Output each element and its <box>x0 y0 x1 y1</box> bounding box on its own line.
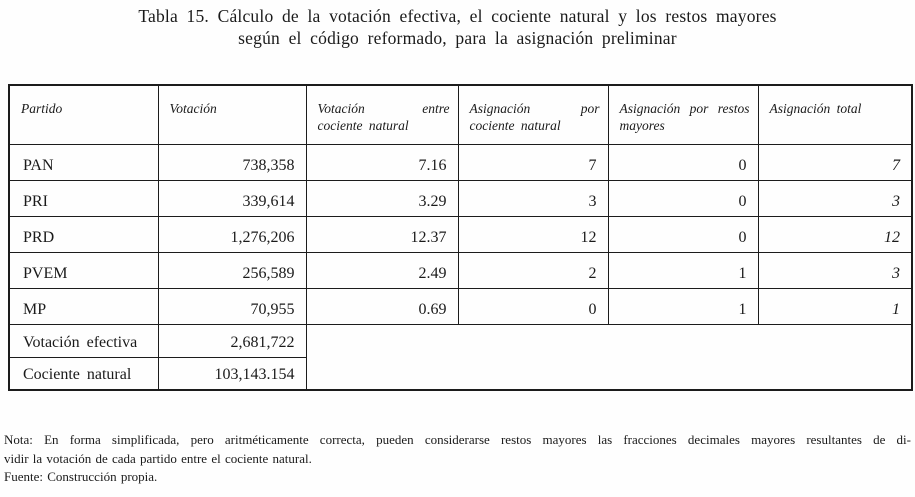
col-header-votacion: Votación <box>158 85 306 144</box>
cell-votacion-entre-cociente: 3.29 <box>306 180 458 216</box>
cell-asignacion-total: 3 <box>758 180 912 216</box>
row-pri <box>9 180 912 216</box>
cell-votacion-entre-cociente: 2.49 <box>306 252 458 288</box>
table-title <box>0 6 915 49</box>
cell-votacion-entre-cociente: 12.37 <box>306 216 458 252</box>
cell-asignacion-cociente: 3 <box>458 180 608 216</box>
summary-value: 103,143.154 <box>158 357 306 390</box>
cell-asignacion-restos: 0 <box>608 216 758 252</box>
col-header-asignacion-cociente: Asignación por cociente natural <box>458 85 608 144</box>
cell-asignacion-total: 7 <box>758 144 912 180</box>
col-header-partido: Partido <box>9 85 158 144</box>
cell-votacion: 1,276,206 <box>158 216 306 252</box>
cell-partido: PVEM <box>9 252 158 288</box>
note-line1: Nota: En forma simplificada, pero aritméticamente correcta, pueden considerarse restos mayores las fracciones decimales mayores resultantes de di- <box>4 432 911 447</box>
col-header-asignacion-total: Asignación total <box>758 85 912 144</box>
cell-votacion: 339,614 <box>158 180 306 216</box>
cell-votacion-entre-cociente: 7.16 <box>306 144 458 180</box>
table-notes <box>4 431 911 487</box>
cell-asignacion-cociente: 12 <box>458 216 608 252</box>
cell-votacion: 70,955 <box>158 288 306 324</box>
cell-partido: MP <box>9 288 158 324</box>
table-title-line2: según el código reformado, para la asignación preliminar <box>238 27 677 48</box>
cell-asignacion-restos: 0 <box>608 180 758 216</box>
cell-asignacion-restos: 0 <box>608 144 758 180</box>
row-votacion-efectiva <box>9 324 912 357</box>
cell-partido: PRI <box>9 180 158 216</box>
cell-asignacion-cociente: 7 <box>458 144 608 180</box>
table-title-line1: Tabla 15. Cálculo de la votación efectiva, el cociente natural y los restos mayores <box>138 6 777 26</box>
cell-partido: PRD <box>9 216 158 252</box>
summary-label: Votación efectiva <box>9 324 158 357</box>
row-prd <box>9 216 912 252</box>
cell-asignacion-cociente: 0 <box>458 288 608 324</box>
row-pvem <box>9 252 912 288</box>
cell-asignacion-restos: 1 <box>608 288 758 324</box>
source-note: Fuente: Construcción propia. <box>4 469 158 484</box>
cell-votacion-entre-cociente: 0.69 <box>306 288 458 324</box>
col-header-asignacion-restos: Asignación por restos mayores <box>608 85 758 144</box>
header-row <box>9 85 912 144</box>
row-pan <box>9 144 912 180</box>
data-table <box>8 84 913 391</box>
table-header <box>9 85 912 144</box>
empty-merged-cell <box>306 324 912 390</box>
cell-asignacion-total: 3 <box>758 252 912 288</box>
cell-asignacion-total: 12 <box>758 216 912 252</box>
cell-partido: PAN <box>9 144 158 180</box>
row-mp <box>9 288 912 324</box>
cell-votacion: 738,358 <box>158 144 306 180</box>
note-line2: vidir la votación de cada partido entre el cociente natural. <box>4 450 312 466</box>
cell-asignacion-cociente: 2 <box>458 252 608 288</box>
col-header-votacion-entre-cociente: Votación entre cociente natural <box>306 85 458 144</box>
cell-asignacion-restos: 1 <box>608 252 758 288</box>
cell-votacion: 256,589 <box>158 252 306 288</box>
summary-value: 2,681,722 <box>158 324 306 357</box>
summary-label: Cociente natural <box>9 357 158 390</box>
cell-asignacion-total: 1 <box>758 288 912 324</box>
